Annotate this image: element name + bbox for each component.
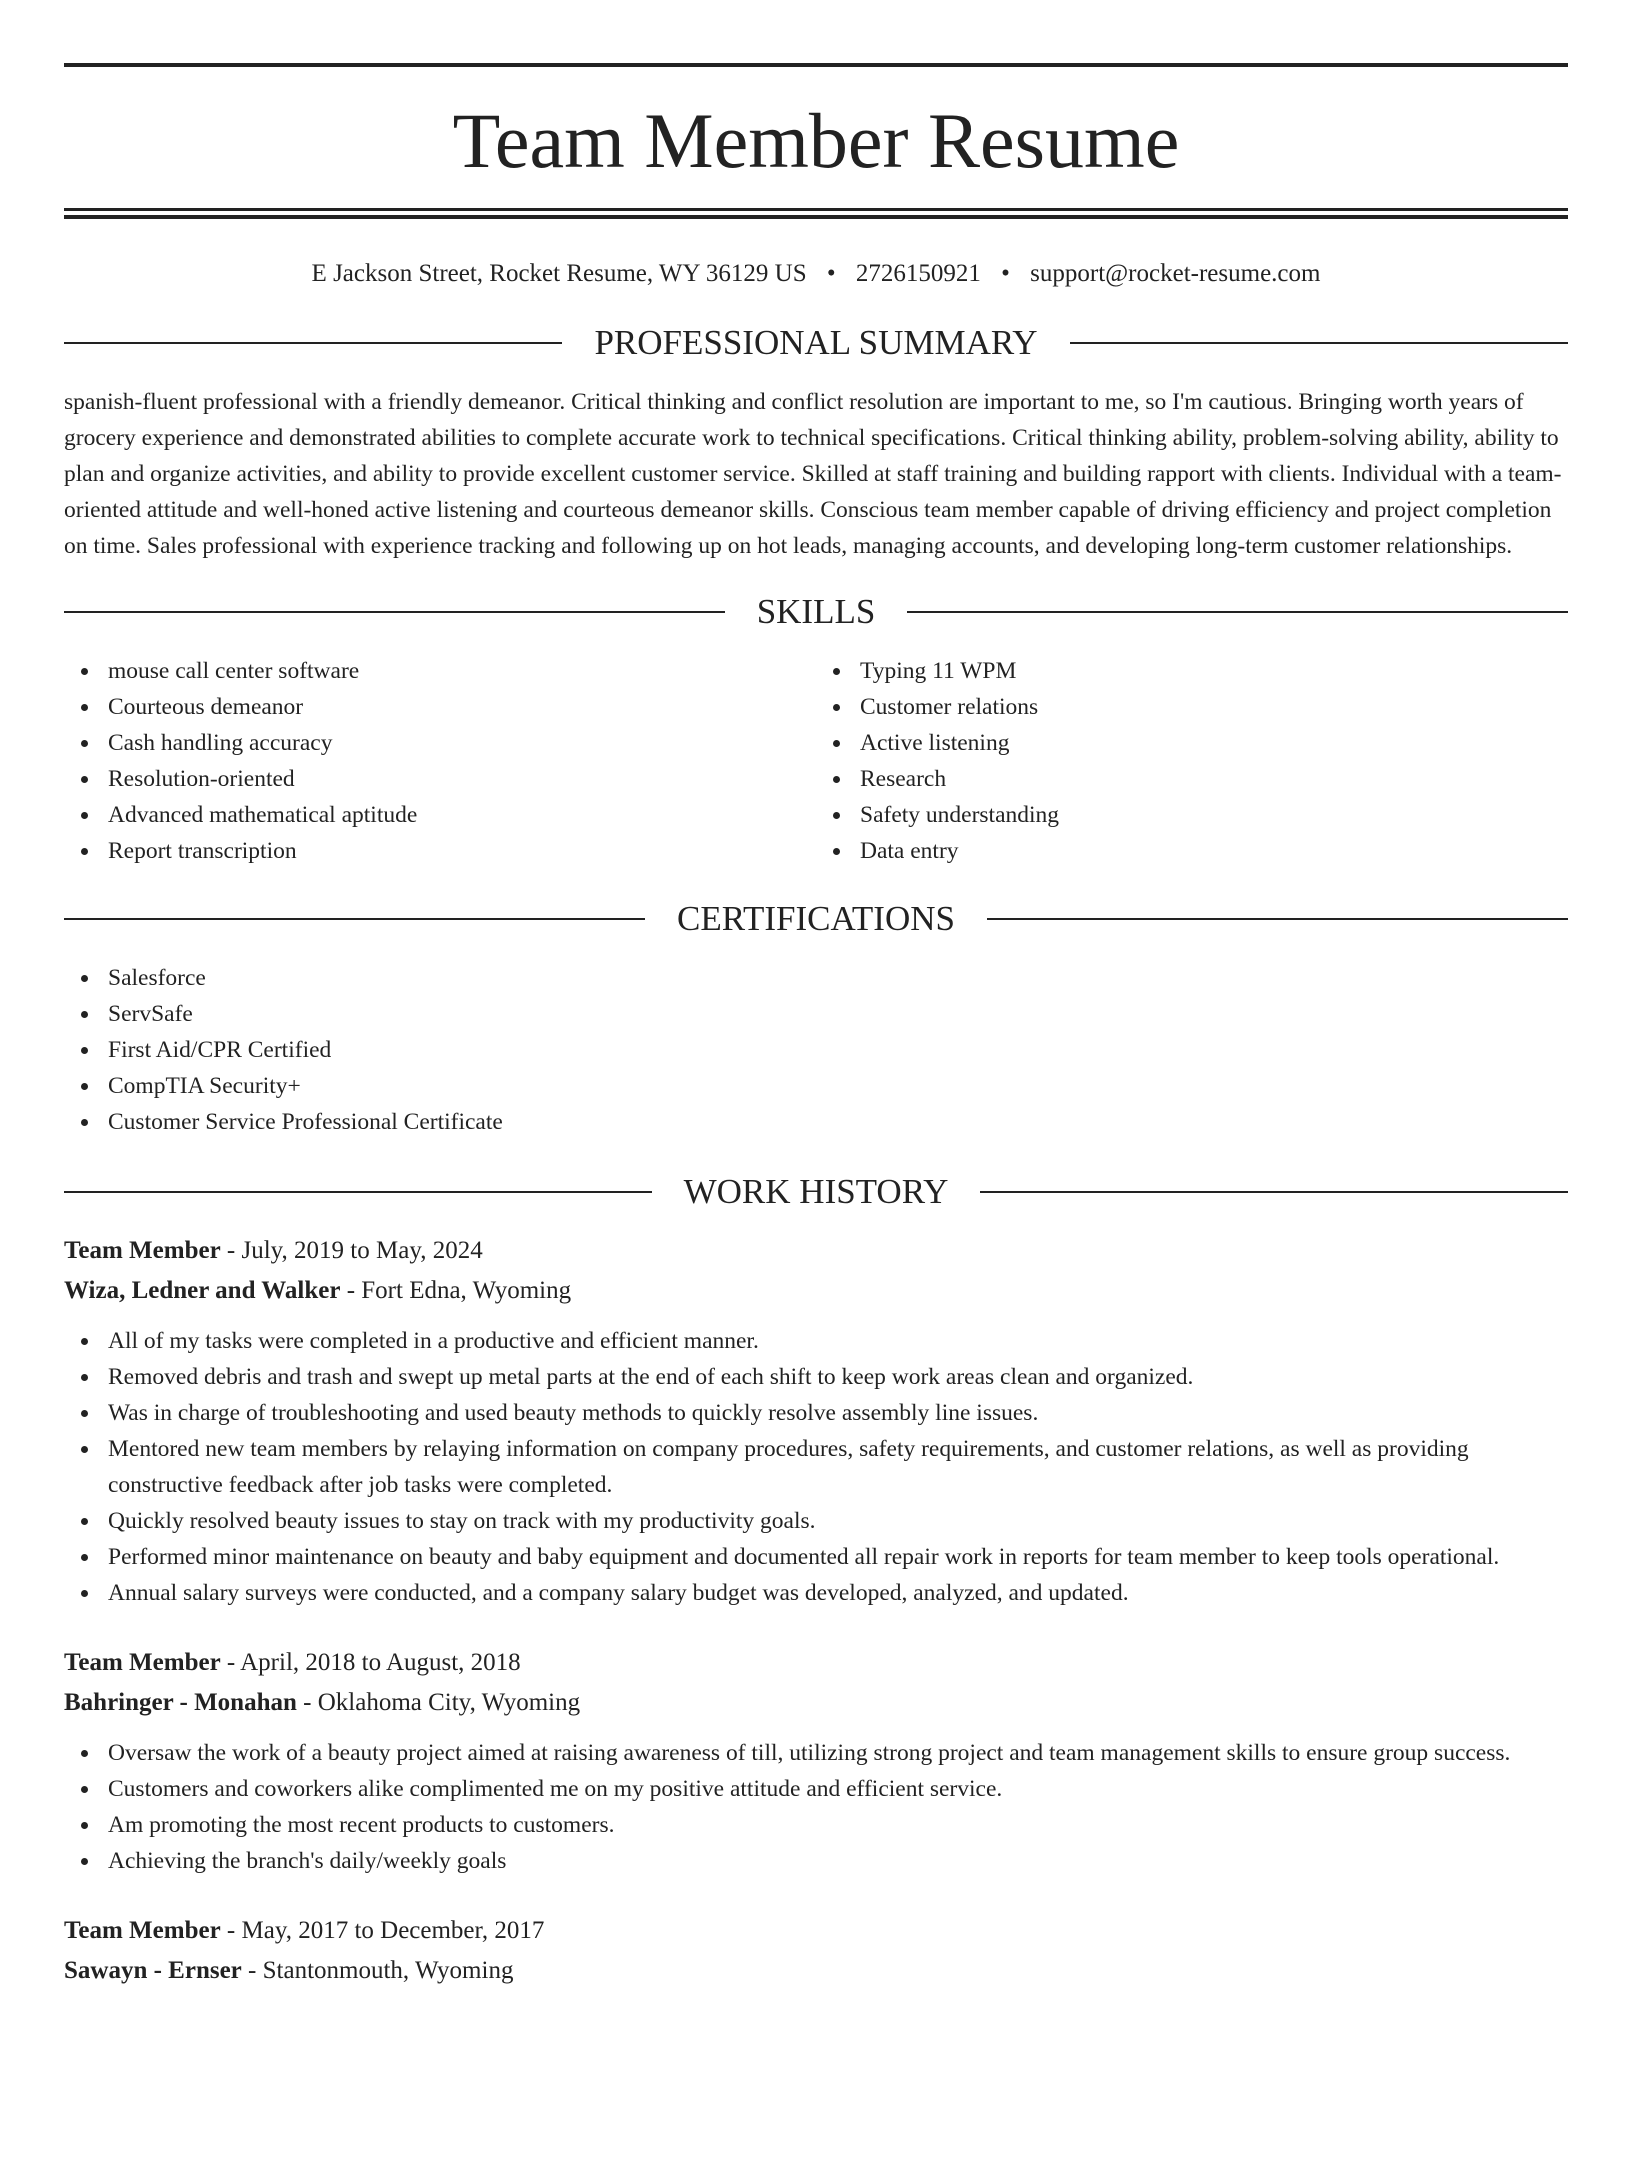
skill-item: Courteous demeanor xyxy=(64,689,816,725)
divider xyxy=(1070,342,1568,344)
resume-title: Team Member Resume xyxy=(452,97,1180,184)
skill-item: mouse call center software xyxy=(64,653,816,689)
divider xyxy=(64,611,725,613)
company-location: - Oklahoma City, Wyoming xyxy=(296,1689,581,1716)
job-bullet: Annual salary surveys were conducted, and a company salary budget was developed, analyzed, and updated. xyxy=(64,1575,1568,1611)
job-entry xyxy=(64,1643,1568,1879)
separator: • xyxy=(1001,260,1010,287)
phone: 2726150921 xyxy=(855,260,981,287)
certification-item: ServSafe xyxy=(64,996,1568,1032)
section-title: WORK HISTORY xyxy=(683,1172,949,1211)
skill-item: Active listening xyxy=(816,725,1568,761)
contact-line xyxy=(64,261,1568,291)
company-name: Bahringer - Monahan xyxy=(64,1689,297,1716)
job-bullets xyxy=(64,1323,1568,1611)
job-bullet: Quickly resolved beauty issues to stay on track with my productivity goals. xyxy=(64,1503,1568,1539)
company-line xyxy=(64,1271,1568,1311)
divider xyxy=(907,611,1568,613)
skills-grid xyxy=(64,653,1568,869)
summary-heading xyxy=(64,325,1568,360)
skills-heading xyxy=(64,594,1568,629)
double-rule xyxy=(64,208,1568,219)
job-bullet: Achieving the branch's daily/weekly goals xyxy=(64,1843,1568,1879)
job-bullet: Am promoting the most recent products to customers. xyxy=(64,1807,1568,1843)
section-title: CERTIFICATIONS xyxy=(677,899,955,938)
section-title: PROFESSIONAL SUMMARY xyxy=(594,323,1038,362)
divider xyxy=(64,918,645,920)
divider xyxy=(64,1191,652,1193)
separator: • xyxy=(826,260,836,287)
skill-item: Research xyxy=(816,761,1568,797)
job-title-line xyxy=(64,1911,1568,1951)
skill-item: Cash handling accuracy xyxy=(64,725,816,761)
company-name: Sawayn - Ernser xyxy=(64,1957,242,1984)
company-location: - Stantonmouth, Wyoming xyxy=(241,1957,514,1984)
job-entry xyxy=(64,1231,1568,1611)
summary-text: spanish-fluent professional with a friendly demeanor. Critical thinking and conflict resolution are important to me, so I'm cautious. Bringing worth years of grocery experience and demonstrated abilities to complete accurate work to technical specifications. Critical thinking ability, problem-solving ability, ability to plan and organize activities, and ability to provide excellent customer service. Skilled at staff training and building rapport with clients. Individual with a team-oriented attitude and well-honed active listening and courteous demeanor skills. Conscious team member capable of driving efficiency and project completion on time. Sales professional with experience tracking and following up on hot leads, managing accounts, and developing long-term customer relationships. xyxy=(64,389,1562,559)
job-bullets xyxy=(64,1735,1568,1879)
job-title-line xyxy=(64,1231,1568,1271)
address: E Jackson Street, Rocket Resume, WY 36129 US xyxy=(311,260,807,287)
job-bullet: Oversaw the work of a beauty project aimed at raising awareness of till, utilizing strong project and team management skills to ensure group success. xyxy=(64,1735,1568,1771)
divider xyxy=(987,918,1568,920)
company-line xyxy=(64,1683,1568,1723)
work-heading xyxy=(64,1174,1568,1209)
skill-item: Data entry xyxy=(816,833,1568,869)
skill-item: Typing 11 WPM xyxy=(816,653,1568,689)
job-title: Team Member xyxy=(64,1237,221,1264)
job-bullet: Removed debris and trash and swept up metal parts at the end of each shift to keep work areas clean and organized. xyxy=(64,1359,1568,1395)
skill-item: Advanced mathematical aptitude xyxy=(64,797,816,833)
company-location: - Fort Edna, Wyoming xyxy=(340,1277,572,1304)
section-title: SKILLS xyxy=(756,592,876,631)
email: support@rocket-resume.com xyxy=(1030,260,1321,287)
divider xyxy=(64,342,562,344)
resume-page xyxy=(0,63,1632,1991)
divider xyxy=(980,1191,1568,1193)
company-line xyxy=(64,1951,1568,1991)
certification-item: Customer Service Professional Certificate xyxy=(64,1104,1568,1140)
job-title: Team Member xyxy=(64,1917,221,1944)
job-dates: - July, 2019 to May, 2024 xyxy=(220,1237,483,1264)
skill-item: Customer relations xyxy=(816,689,1568,725)
job-title-line xyxy=(64,1643,1568,1683)
skill-item: Resolution-oriented xyxy=(64,761,816,797)
job-bullet: All of my tasks were completed in a productive and efficient manner. xyxy=(64,1323,1568,1359)
certification-item: First Aid/CPR Certified xyxy=(64,1032,1568,1068)
job-bullet: Customers and coworkers alike complimented me on my positive attitude and efficient service. xyxy=(64,1771,1568,1807)
job-bullet: Mentored new team members by relaying information on company procedures, safety requirements, and customer relations, as well as providing constructive feedback after job tasks were completed. xyxy=(64,1431,1568,1503)
skills-left-list xyxy=(64,653,816,869)
certifications-list xyxy=(64,960,1568,1140)
certification-item: CompTIA Security+ xyxy=(64,1068,1568,1104)
certifications-heading xyxy=(64,901,1568,936)
skill-item: Report transcription xyxy=(64,833,816,869)
certification-item: Salesforce xyxy=(64,960,1568,996)
skill-item: Safety understanding xyxy=(816,797,1568,833)
job-bullet: Was in charge of troubleshooting and used beauty methods to quickly resolve assembly line issues. xyxy=(64,1395,1568,1431)
job-title: Team Member xyxy=(64,1649,221,1676)
job-entry xyxy=(64,1911,1568,1991)
job-dates: - May, 2017 to December, 2017 xyxy=(220,1917,545,1944)
skills-right-list xyxy=(816,653,1568,869)
job-bullet: Performed minor maintenance on beauty and baby equipment and documented all repair work in reports for team member to keep tools operational. xyxy=(64,1539,1568,1575)
job-dates: - April, 2018 to August, 2018 xyxy=(220,1649,521,1676)
company-name: Wiza, Ledner and Walker xyxy=(64,1277,341,1304)
